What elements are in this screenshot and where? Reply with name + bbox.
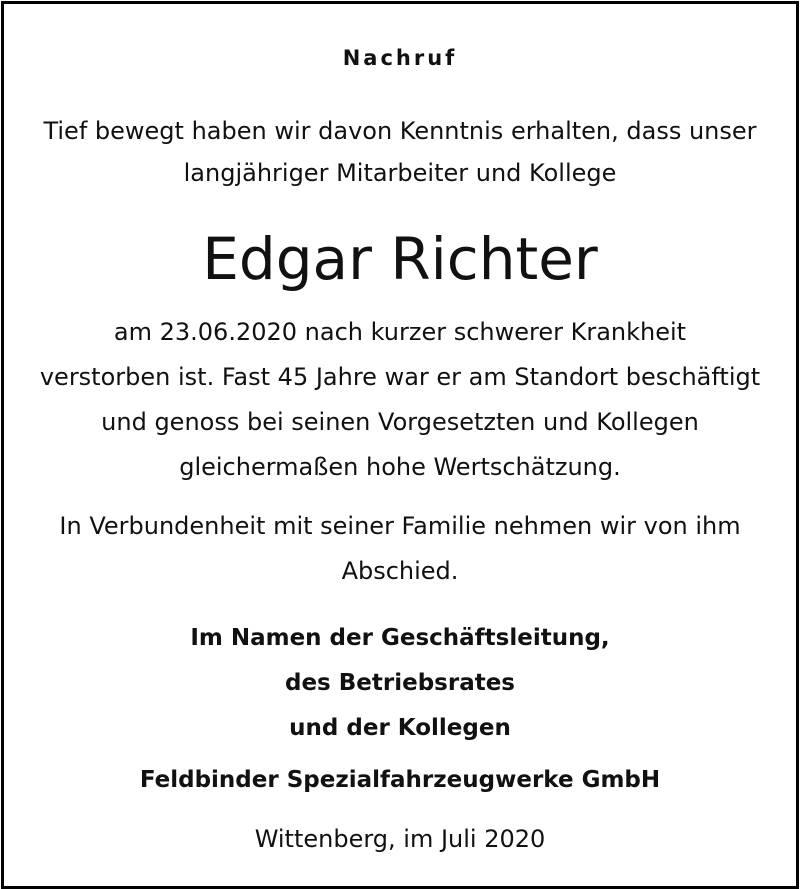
intro-line: Tief bewegt haben wir davon Kenntnis erhalten, dass unser: [43, 117, 757, 145]
obituary-content: [4, 4, 796, 886]
farewell-line: In Verbundenheit mit seiner Familie nehmen wir von ihm: [59, 512, 741, 540]
company-name: Feldbinder Spezialfahrzeugwerke GmbH: [139, 767, 661, 793]
body-line: gleichermaßen hohe Wertschätzung.: [179, 453, 621, 481]
signature-line: Im Namen der Geschäftsleitung,: [190, 625, 610, 651]
intro-paragraph: [4, 110, 796, 194]
intro-line: langjähriger Mitarbeiter und Kollege: [183, 159, 617, 187]
signature-line: und der Kollegen: [289, 715, 511, 741]
farewell-paragraph: [4, 504, 796, 594]
deceased-name: Edgar Richter: [202, 225, 598, 293]
obituary-heading: Nachruf: [342, 46, 458, 70]
body-paragraph: [4, 310, 796, 490]
body-line: am 23.06.2020 nach kurzer schwerer Krankheit: [113, 318, 687, 346]
signature-line: des Betriebsrates: [284, 670, 515, 696]
body-line: und genoss bei seinen Vorgesetzten und Kollegen: [101, 408, 699, 436]
body-line: verstorben ist. Fast 45 Jahre war er am Standort beschäftigt: [39, 363, 761, 391]
place-date: Wittenberg, im Juli 2020: [254, 825, 546, 853]
signature-block: [4, 616, 796, 751]
obituary-frame: [1, 1, 799, 889]
farewell-line: Abschied.: [341, 557, 459, 585]
